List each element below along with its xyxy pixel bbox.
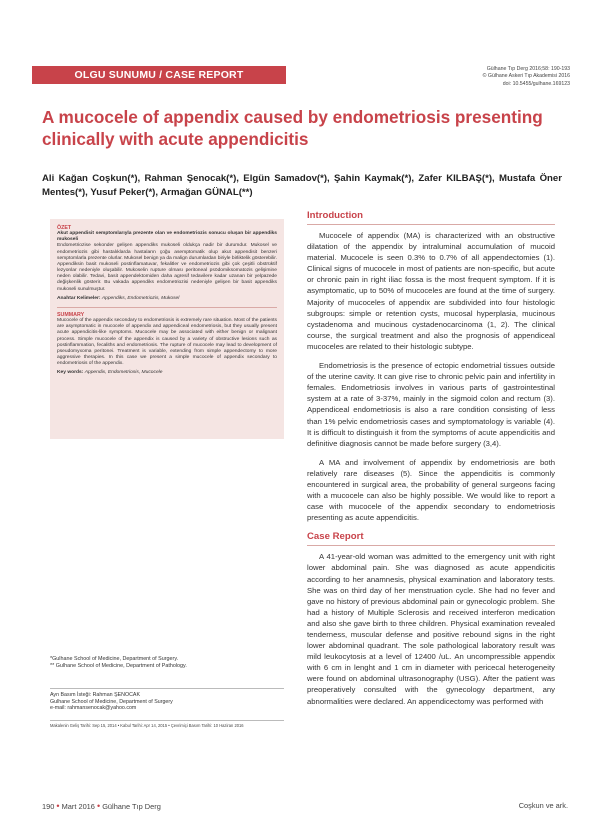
article-dates: Makalenin Geliş Tarihi: Sep 15, 2014 • Kabul Tarihi: Apr 14, 2015 • Çevrimiçi Basım Tarihi: 10 Haziran 2016 <box>50 720 284 729</box>
summary-heading: SUMMARY <box>57 311 85 318</box>
journal-meta <box>483 66 570 88</box>
affiliation-pathology: ** Gulhane School of Medicine, Department of Pathology. <box>50 663 187 669</box>
intro-paragraph-2: Endometriosis is the presence of ectopic endometrial tissues outside of the uterine cavity. It can give rise to chronic pelvic pain and infertility in females. Endometriosis involves in various parts of gastrointestinal system at a rate of 3-37%, mainly in the sigmoid colon and rectum (3). Appendiceal endometriosis is also a rare condition consisting of less than 1% pelvic endometriosis cases and symptomatology is variable (4). It is difficult to distinguish it from the symptoms of acute appendicitis and definitive diagnosis cannot be made before surgery (3,4). <box>307 361 555 448</box>
ozet-subtitle: Akut appendisit semptomlarıyla prezente olan ve endometriozis sonucu oluşan bir appendiks mukoseli <box>57 231 277 243</box>
ozet-keywords-text: Appendiks, Endometriozis, Mukosel <box>101 295 180 301</box>
ozet-heading: ÖZET <box>57 225 72 231</box>
intro-paragraph-1: Mucocele of appendix (MA) is characterized with an obstructive dilatation of the appendix by intraluminal accumulation of mucoid material. Mucocele is seen 0.3% to 0.7% of all appendectomies (1). Clinical signs of mucocele in most of patients are non-specific, but acute or chronic pain in right iliac fossa is the most frequent symptom. If it is asymptomatic, up to 50% of mucoceles are found at the time of surgery. Majority of mucoceles of appendix are subdivided into four histologic subgroups: simple or retention cysts, mucosal hyperplasia, mucinous cystadenoma and mucinous cystadenocarcinoma (1, 2). The clinical course, the surgical treatment and also the prognosis of appendiceal mucoceles are related to their histologic subtype. <box>307 231 555 351</box>
doi-line: doi: 10.5455/gulhane.169123 <box>502 80 570 87</box>
correspondence-email[interactable]: e-mail: rahmansenocak@yahoo.com <box>50 705 137 712</box>
ozet-keywords-label: Anahtar Kelimeler: <box>57 295 101 301</box>
section-heading-introduction: Introduction <box>307 210 555 225</box>
summary-text: Mucocele of the appendix secondary to endometriosis is extremely rare situation. Most of the patients are asymptomatic in mucocele of appendix and appendiceal endometriosis, but they usually present acute appendicitis-like symptoms. Mucocele may be associated with either benign or malignant process. Simple mucocele of the appendix is caused by a variety of obstructive lesions such as postinflammation, fecaliths and endometriosis. The rupture of mucocele may lead to development of pseudomyxoma peritonei. Treatment is variable, extending from simple appendectomy to more aggressive therapies. In this case we present a simple mucocele of appendix secondary to endometriosis of the appendix. <box>57 318 277 367</box>
intro-paragraph-3: A MA and involvement of appendix by endometriosis are both relatively rare diseases (5). Since the appendicitis is commonly encountered in surgical area, the probability of general surgeons facing with a mucocele can also be highly possible. We would like to report a case with mucocele of the appendix secondary to endometriosis presenting as acute appendicitis. <box>307 457 555 523</box>
separator-dot: • <box>56 801 60 811</box>
summary-keywords-text: Appendix, Endometriosis, Mucocele <box>84 370 163 376</box>
page-number: 190 <box>42 802 55 811</box>
section-heading-case-report: Case Report <box>307 531 555 546</box>
summary-keywords <box>57 370 277 376</box>
summary-keywords-label: Key words: <box>57 370 84 376</box>
running-author: Coşkun ve ark. <box>518 801 568 810</box>
correspondence <box>50 688 284 712</box>
copyright-line: © Gülhane Askeri Tıp Akademisi 2016 <box>482 73 570 80</box>
separator-dot: • <box>96 801 101 811</box>
article-title: A mucocele of appendix caused by endometriosis presenting clinically with acute appendicitis <box>42 107 543 149</box>
issue-date: Mart 2016 <box>61 802 95 811</box>
correspondence-name: Ayn Basım İsteği: Rahman ŞENOCAK <box>50 692 140 698</box>
ozet-keywords <box>57 296 277 302</box>
correspondence-dept: Gulhane School of Medicine, Department of Surgery <box>50 698 173 705</box>
case-paragraph-1: A 41-year-old woman was admitted to the emergency unit with right lower abdominal pain. She was diagnosed as acute appendicitis according to her anamnesis, physical examination and laboratory tests. She was on third day of her menstruation cycle. She had no fever and gave no history of previous abdominal pain or gynecologic problem. She had a history of Multiple Sclerosis and received interferon medication and also she gave birth to three children. Physical examination revealed tenderness, muscular defense and positive rebound signs in the right lower abdominal quadrant. The sole pathological laboratory result was mild leukocytosis at a level of 12400 /uL. An uncompressible appendix with 6 cm in lenght and 1 cm in diameter with pericecal heterogeneity were found on abdominal ultrasonography (USG). After the patient was preoperatively consulted with the gynecology department, any abnormalities were declared. An appendicectomy was performed with <box>307 552 555 706</box>
affiliations <box>50 656 284 670</box>
abstract-box <box>50 219 284 439</box>
body-column-right <box>307 210 555 715</box>
affiliation-surgery: *Gulhane School of Medicine, Department of Surgery. <box>50 656 179 662</box>
author-list: Ali Kağan Coşkun(*), Rahman Şenocak(*), Elgün Samadov(*), Şahin Kaymak(*), Zafer KILBAŞ(*), Mustafa Öner Mentes(*), Yusuf Peker(*), Armağan GÜNAL(**) <box>42 173 562 198</box>
citation-line: Gülhane Tıp Derg 2016;58: 190-193 <box>486 66 570 72</box>
abstract-divider <box>57 307 277 308</box>
ozet-text: Endometriozise sekonder gelişen appendiks mukoseli oldukça nadir bir durumdur. Mukosel ve endometriozis gibi hastalıklarda hastaların çoğu asemptomatik olup akut appendisit benzeri semptomlarla prezente olurlar. Mukosel benign ya da malign durumlardan biriyle birliktelik gösterebilir. Appendiksin basit mukoseli postinflamatuvar, fekalitler ve endometriozis gibi çok çeşitli obstrüktif lezyonlar nedeniyle oluşabilir. Mukoselin rupture olması peritoneal psödomiksomatozis gelişimine neden olabilir. Tedavi, basit appendektomiden daha agresif tedavilere kadar uzanan bir yelpazede değişkenlik gösterir. Bu vakada appendiks endometriozisi nedeniyle gelişen bir basit appendiks mukoseli sunulmuştur. <box>57 243 277 292</box>
page-footer-left <box>42 801 161 811</box>
article-type-banner: OLGU SUNUMU / CASE REPORT <box>32 66 286 84</box>
journal-name: Gülhane Tıp Derg <box>102 802 161 811</box>
